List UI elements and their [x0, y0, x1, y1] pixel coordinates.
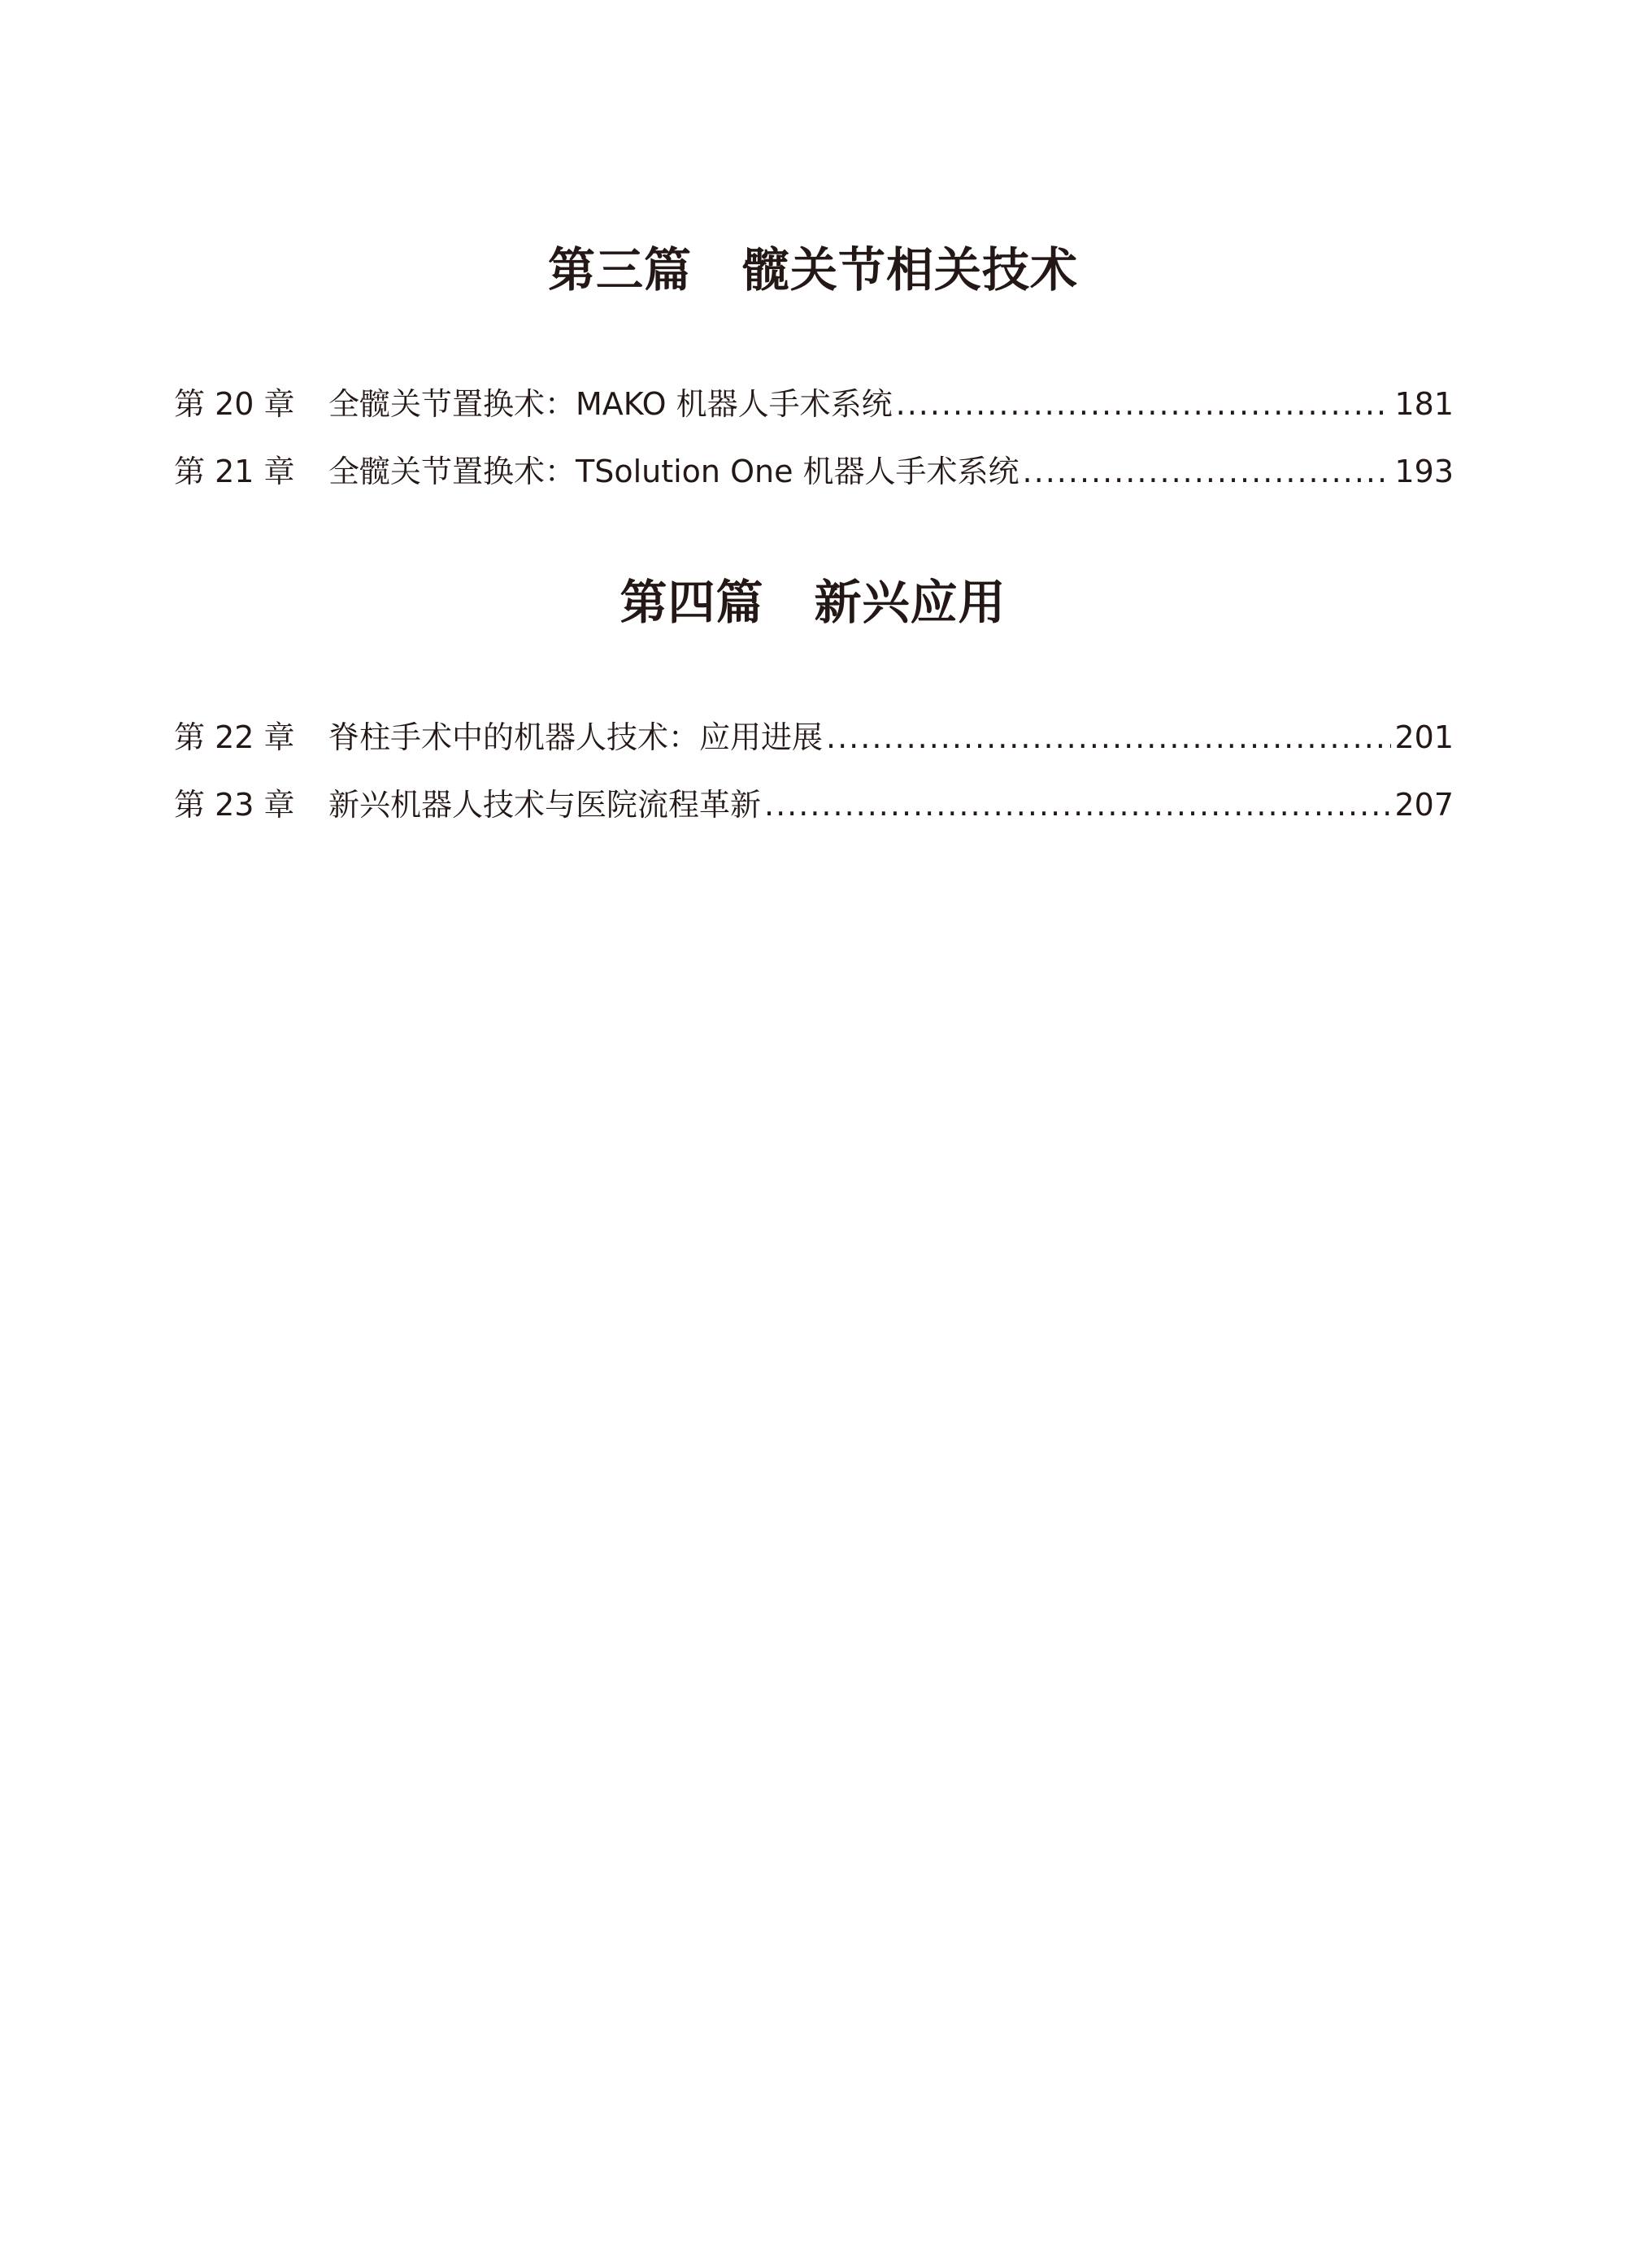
dot-leader	[1023, 456, 1392, 487]
chapter-number: 第 20 章	[174, 386, 295, 422]
toc-entry-chapter-21[interactable]	[174, 441, 1454, 487]
chapter-number: 第 21 章	[174, 454, 295, 489]
part-name: 髋关节相关技术	[742, 242, 1079, 298]
toc-entry-chapter-20[interactable]	[174, 374, 1454, 422]
chapter-title: 新兴机器人技术与医院流程革新	[328, 787, 762, 823]
chapter-title: 全髋关节置换术：TSolution One 机器人手术系统	[328, 454, 1020, 489]
page-number: 193	[1394, 454, 1454, 489]
part-number: 第三篇	[547, 242, 692, 298]
dot-leader	[764, 789, 1391, 820]
dot-leader	[896, 389, 1392, 419]
dot-leader	[826, 722, 1391, 753]
chapter-number: 第 23 章	[174, 787, 295, 823]
page-number: 201	[1394, 719, 1454, 755]
part-name: 新兴应用	[814, 575, 1006, 630]
part-number: 第四篇	[620, 575, 764, 630]
toc-entry-chapter-23[interactable]	[174, 775, 1454, 823]
chapter-title: 脊柱手术中的机器人技术：应用进展	[328, 719, 824, 755]
chapter-number: 第 22 章	[174, 719, 295, 755]
page-number: 207	[1394, 787, 1454, 823]
page-number: 181	[1394, 386, 1454, 422]
toc-entry-chapter-22[interactable]	[174, 707, 1454, 753]
part-four-heading	[0, 575, 1626, 630]
chapter-title: 全髋关节置换术：MAKO 机器人手术系统	[328, 386, 893, 422]
part-three-heading	[0, 242, 1626, 298]
